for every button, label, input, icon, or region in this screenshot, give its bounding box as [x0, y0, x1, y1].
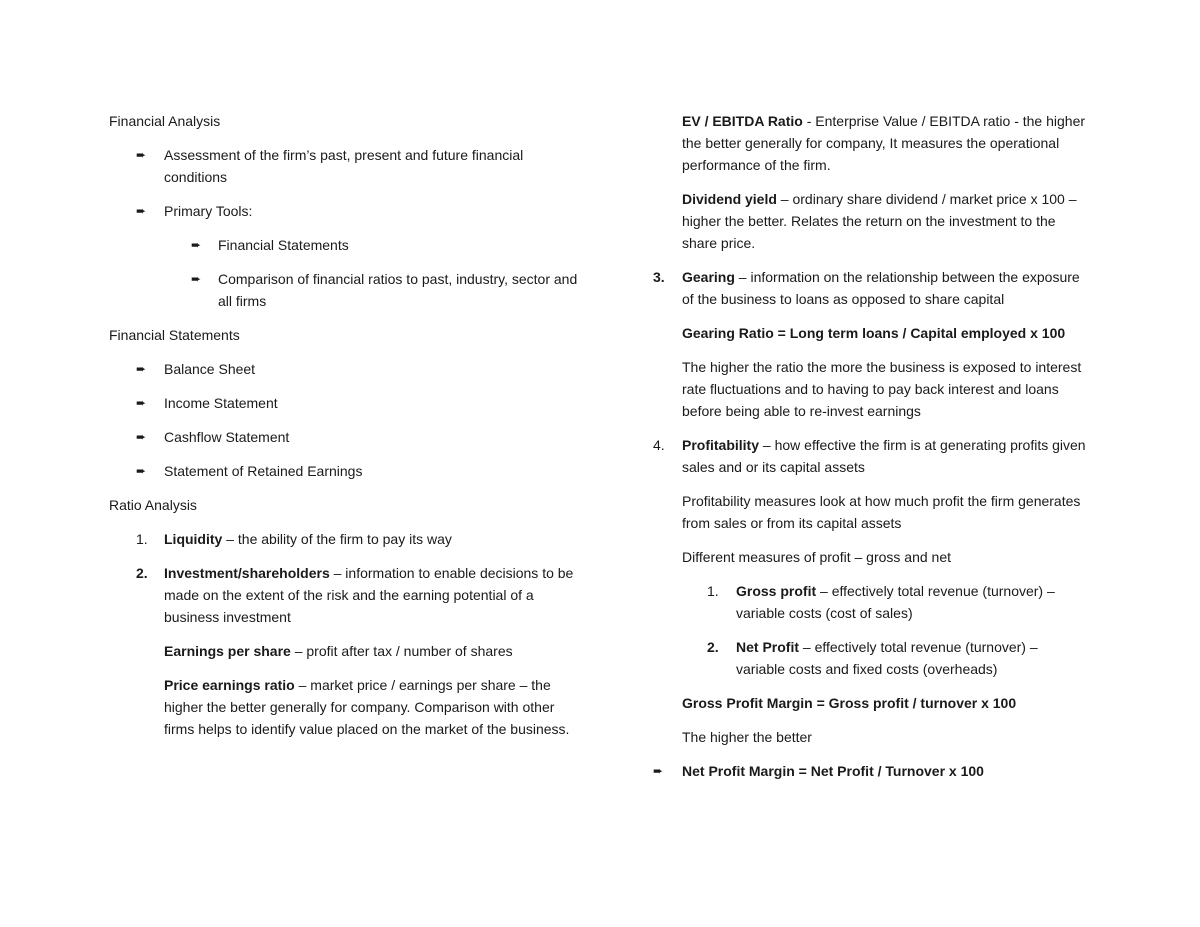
list-item-text: Statement of Retained Earnings — [164, 463, 363, 479]
term-description: – effectively total revenue (turnover) – variable costs (cost of sales) — [736, 583, 1055, 621]
numbered-item — [650, 636, 1090, 680]
right-arrow-icon: ➨ — [191, 272, 202, 286]
right-arrow-icon: ➨ — [136, 396, 147, 410]
item-number: 2. — [136, 565, 148, 581]
list-item-text: Assessment of the firm’s past, present and future financial conditions — [164, 147, 524, 185]
list-item-text: Comparison of financial ratios to past, industry, sector and all firms — [218, 271, 578, 309]
term-net-profit: Net Profit — [736, 639, 799, 655]
right-arrow-icon: ➨ — [136, 430, 147, 444]
numbered-item — [650, 580, 1090, 624]
right-arrow-icon: ➨ — [136, 362, 147, 376]
item-number: 1. — [707, 583, 719, 599]
ev-ebitda-paragraph — [650, 110, 1090, 176]
list-item-text — [682, 434, 1090, 478]
ratio-analysis-heading: Ratio Analysis — [109, 497, 197, 513]
term-pe: Price earnings ratio — [164, 677, 295, 693]
numbered-item — [109, 562, 579, 628]
right-column — [650, 110, 1090, 794]
list-item-text: Financial Statements — [218, 237, 349, 253]
list-item-text — [736, 580, 1090, 624]
item-number: 4. — [653, 437, 665, 453]
numbered-item — [109, 528, 579, 550]
list-item — [109, 144, 579, 188]
list-item — [109, 392, 579, 414]
list-item — [109, 268, 579, 312]
list-item — [109, 234, 579, 256]
term-description: – the ability of the firm to pay its way — [222, 531, 452, 547]
left-column — [109, 110, 579, 752]
different-measures-text: Different measures of profit – gross and net — [682, 549, 951, 565]
item-number: 3. — [653, 269, 665, 285]
higher-better-text: The higher the better — [682, 729, 812, 745]
numbered-item — [650, 434, 1090, 478]
list-item — [109, 426, 579, 448]
list-item — [650, 760, 1090, 782]
list-item — [109, 358, 579, 380]
term-description: – effectively total revenue (turnover) – variable costs and fixed costs (overheads) — [736, 639, 1038, 677]
term-description: - Enterprise Value / EBITDA ratio - the higher the better generally for company, It measures the operational performance of the firm. — [682, 113, 1086, 173]
list-item-text: Income Statement — [164, 395, 278, 411]
item-number: 1. — [136, 531, 148, 547]
numbered-item — [650, 266, 1090, 310]
profitability-measures-text: Profitability measures look at how much profit the firm generates from sales or from its capital assets — [682, 493, 1081, 531]
term-ev-ebitda: EV / EBITDA Ratio — [682, 113, 803, 129]
list-item-text: Primary Tools: — [164, 203, 253, 219]
eps-paragraph — [109, 640, 579, 662]
gross-profit-margin-formula: Gross Profit Margin = Gross profit / turnover x 100 — [682, 695, 1017, 711]
list-item-text — [164, 528, 579, 550]
term-description: – ordinary share dividend / market price x 100 – higher the better. Relates the return on the investment to the share price. — [682, 191, 1077, 251]
term-description: – information on the relationship between the exposure of the business to loans as opposed to share capital — [682, 269, 1080, 307]
term-liquidity: Liquidity — [164, 531, 223, 547]
list-item-text — [164, 562, 579, 628]
term-description: – profit after tax / number of shares — [290, 643, 513, 659]
right-arrow-icon: ➨ — [653, 764, 664, 778]
right-arrow-icon: ➨ — [136, 204, 147, 218]
financial-statements-heading: Financial Statements — [109, 327, 240, 343]
gearing-note: The higher the ratio the more the business is exposed to interest rate fluctuations and to having to pay back interest and loans before being able to re-invest earnings — [682, 359, 1082, 419]
right-arrow-icon: ➨ — [136, 464, 147, 478]
net-profit-margin-formula: Net Profit Margin = Net Profit / Turnover x 100 — [682, 763, 984, 779]
term-description: – market price / earnings per share – the higher the better generally for company. Comparison with other firms helps to identify value placed on the market of the business. — [164, 677, 570, 737]
term-description: – how effective the firm is at generating profits given sales and or its capital assets — [682, 437, 1086, 475]
item-number: 2. — [707, 639, 719, 655]
list-item-text — [736, 636, 1090, 680]
right-arrow-icon: ➨ — [191, 238, 202, 252]
term-description: – information to enable decisions to be made on the extent of the risk and the earning potential of a business investment — [164, 565, 574, 625]
term-gross-profit: Gross profit — [736, 583, 817, 599]
list-item-text: Cashflow Statement — [164, 429, 290, 445]
gearing-ratio-formula: Gearing Ratio = Long term loans / Capital employed x 100 — [682, 325, 1066, 341]
term-dividend-yield: Dividend yield — [682, 191, 777, 207]
list-item — [109, 200, 579, 222]
list-item-text — [682, 266, 1090, 310]
financial-analysis-heading: Financial Analysis — [109, 113, 221, 129]
right-arrow-icon: ➨ — [136, 148, 147, 162]
term-eps: Earnings per share — [164, 643, 291, 659]
dividend-yield-paragraph — [650, 188, 1090, 254]
term-profitability: Profitability — [682, 437, 760, 453]
list-item-text: Balance Sheet — [164, 361, 256, 377]
term-investment: Investment/shareholders — [164, 565, 330, 581]
term-gearing: Gearing — [682, 269, 735, 285]
list-item — [109, 460, 579, 482]
pe-paragraph — [109, 674, 579, 740]
